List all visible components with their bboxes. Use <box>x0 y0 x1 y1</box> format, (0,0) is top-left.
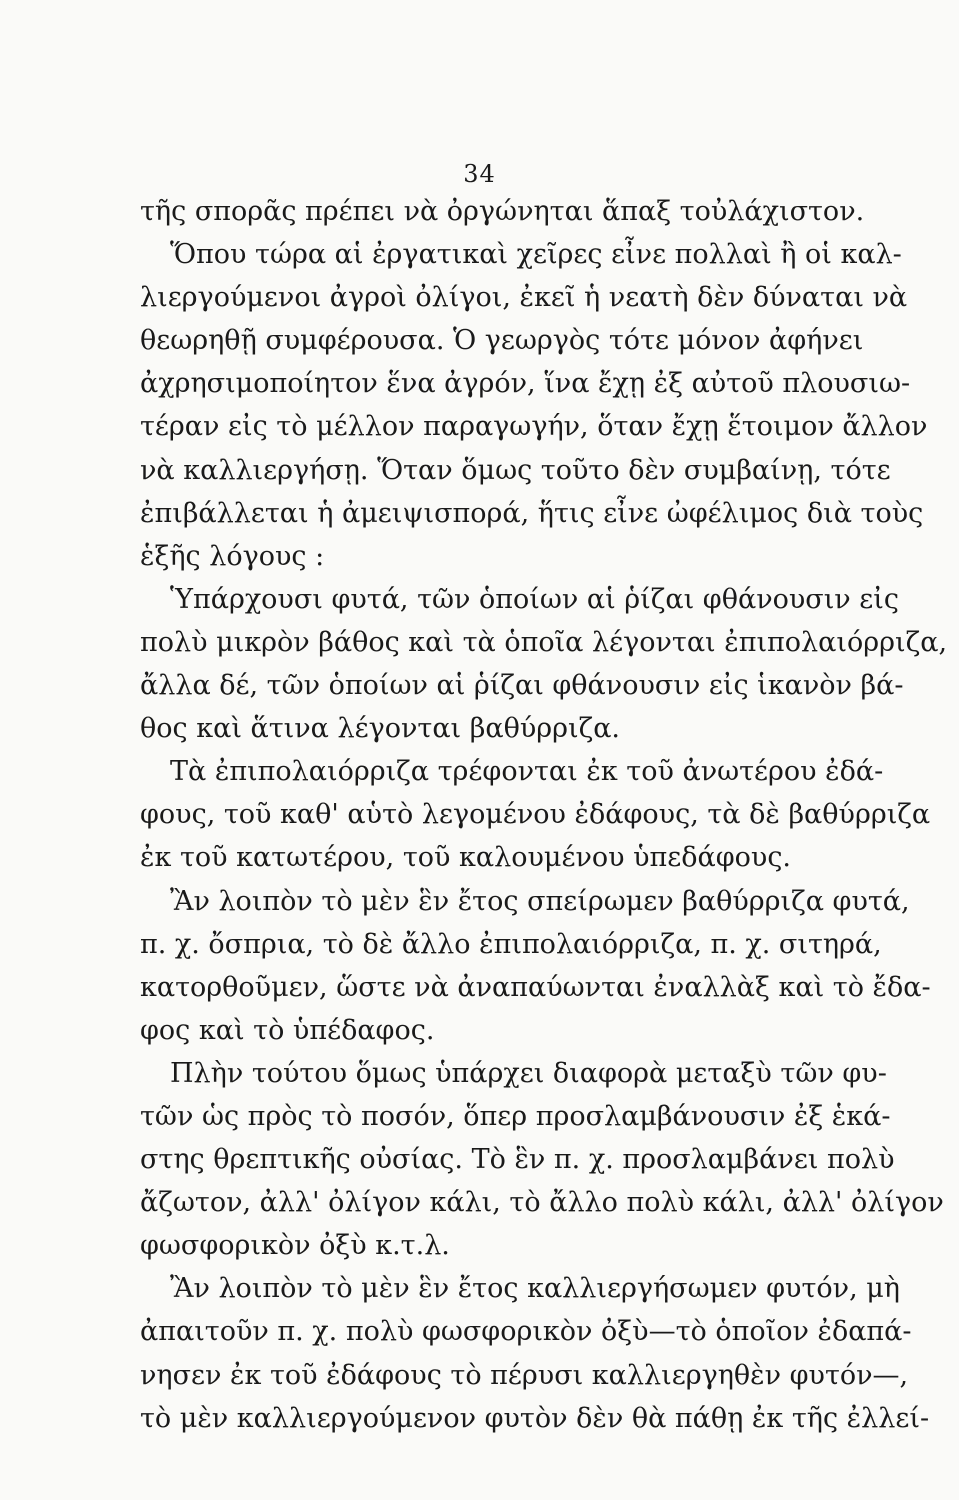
text-line: Τὰ ἐπιπολαιόρριζα τρέφονται ἐκ τοῦ ἀνωτέρου ἐδά- <box>170 756 884 788</box>
text-line: ἀπαιτοῦν π. χ. πολὺ φωσφορικὸν ὀξὺ—τὸ ὁποῖον ἐδαπά- <box>140 1316 912 1348</box>
text-line: φος καὶ τὸ ὑπέδαφος. <box>140 1014 435 1046</box>
body-text <box>140 190 948 1440</box>
text-line: φους, τοῦ καθ' αὑτὸ λεγομένου ἐδάφους, τὰ δὲ βαθύρριζα <box>140 799 931 831</box>
text-line: ἄζωτον, ἀλλ' ὀλίγον κάλι, τὸ ἄλλο πολὺ κάλι, ἀλλ' ὀλίγον <box>140 1187 944 1219</box>
text-line: λιεργούμενοι ἀγροὶ ὀλίγοι, ἐκεῖ ἡ νεατὴ δὲν δύναται νὰ <box>140 282 908 314</box>
text-line: Ὅπου τώρα αἱ ἐργατικαὶ χεῖρες εἶνε πολλαὶ ἢ οἱ καλ- <box>170 239 902 271</box>
text-line: ἀχρησιμοποίητον ἕνα ἀγρόν, ἵνα ἔχῃ ἐξ αὐτοῦ πλουσιω- <box>140 368 911 400</box>
text-line: κατορθοῦμεν, ὥστε νὰ ἀναπαύωνται ἐναλλὰξ καὶ τὸ ἔδα- <box>140 971 931 1003</box>
text-line: τέραν εἰς τὸ μέλλον παραγωγήν, ὅταν ἔχῃ ἕτοιμον ἄλλον <box>140 411 928 443</box>
text-line: π. χ. ὄσπρια, τὸ δὲ ἄλλο ἐπιπολαιόρριζα, π. χ. σιτηρά, <box>140 928 882 960</box>
text-line: πολὺ μικρὸν βάθος καὶ τὰ ὁποῖα λέγονται ἐπιπολαιόρριζα, <box>140 626 948 658</box>
text-line: θεωρηθῇ συμφέρουσα. Ὁ γεωργὸς τότε μόνον ἀφήνει <box>140 325 864 357</box>
text-line: φωσφορικὸν ὀξὺ κ.τ.λ. <box>140 1230 450 1262</box>
text-line: ἑξῆς λόγους : <box>140 540 325 572</box>
text-line: Πλὴν τούτου ὅμως ὑπάρχει διαφορὰ μεταξὺ τῶν φυ- <box>170 1057 887 1089</box>
text-line: τῆς σπορᾶς πρέπει νὰ ὀργώνηται ἅπαξ τοὐλάχιστον. <box>140 196 865 227</box>
text-line: Ἂν λοιπὸν τὸ μὲν ἓν ἔτος σπείρωμεν βαθύρριζα φυτά, <box>170 885 910 917</box>
text-line: ἐπιβάλλεται ἡ ἀμειψισπορά, ἥτις εἶνε ὠφέλιμος διὰ τοὺς <box>140 497 924 529</box>
text-line: Ἂν λοιπὸν τὸ μὲν ἓν ἔτος καλλιεργήσωμεν φυτόν, μὴ <box>170 1273 900 1305</box>
text-line: ἄλλα δέ, τῶν ὁποίων αἱ ῥίζαι φθάνουσιν εἰς ἱκανὸν βά- <box>140 670 904 702</box>
text-line: ἐκ τοῦ κατωτέρου, τοῦ καλουμένου ὑπεδάφους. <box>140 842 792 874</box>
text-line: Ὑπάρχουσι φυτά, τῶν ὁποίων αἱ ῥίζαι φθάνουσιν εἰς <box>170 583 899 615</box>
text-line: στης θρεπτικῆς οὐσίας. Τὸ ἓν π. χ. προσλαμβάνει πολὺ <box>140 1144 895 1176</box>
text-line: θος καὶ ἅτινα λέγονται βαθύρριζα. <box>140 713 621 745</box>
text-line: νὰ καλλιεργήσῃ. Ὅταν ὅμως τοῦτο δὲν συμβαίνῃ, τότε <box>140 454 891 486</box>
text-line: τὸ μὲν καλλιεργούμενον φυτὸν δὲν θὰ πάθῃ ἐκ τῆς ἐλλεί- <box>140 1402 930 1434</box>
text-line: νησεν ἐκ τοῦ ἐδάφους τὸ πέρυσι καλλιεργηθὲν φυτόν—, <box>140 1359 909 1391</box>
page-number: 34 <box>463 160 496 188</box>
text-line: τῶν ὡς πρὸς τὸ ποσόν, ὅπερ προσλαμβάνουσιν ἐξ ἑκά- <box>140 1100 891 1132</box>
